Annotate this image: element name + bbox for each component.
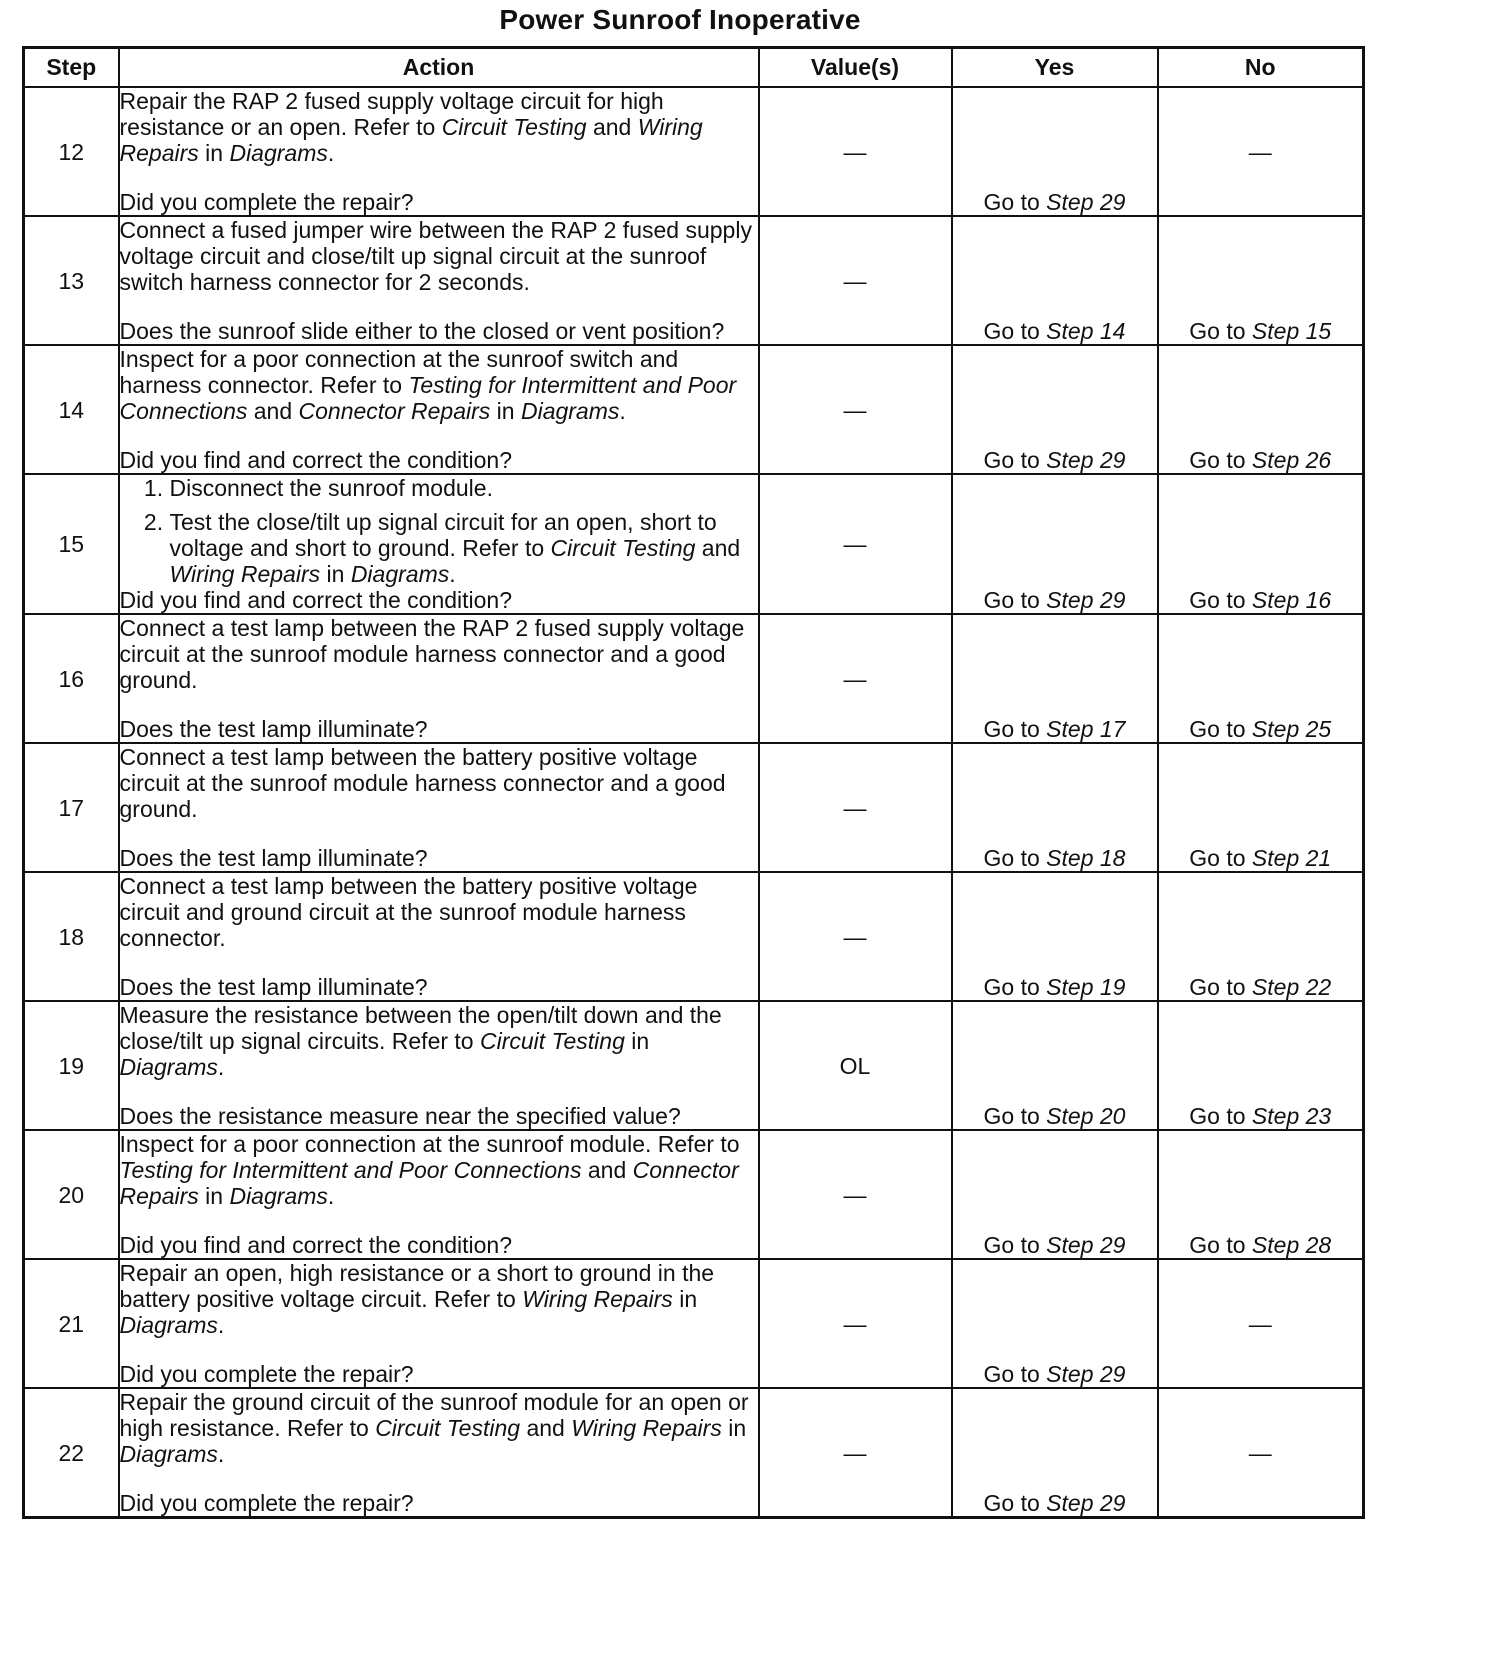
step-number: 18 bbox=[24, 872, 119, 1001]
header-step: Step bbox=[24, 48, 119, 88]
action-content bbox=[120, 615, 758, 742]
reference-text: Testing for Intermittent and Poor Connections bbox=[119, 1157, 582, 1183]
reference-text: Wiring Repairs bbox=[571, 1415, 722, 1441]
action-instructions: Repair the ground circuit of the sunroof module for an open or high resistance. Refer to Circuit Testing and Wiring Repairs in Diagrams. bbox=[119, 1389, 749, 1467]
diagnostic-table bbox=[22, 46, 1365, 1519]
step-reference: Step 25 bbox=[1251, 716, 1332, 742]
reference-text: Wiring Repairs bbox=[119, 114, 703, 166]
reference-text: Diagrams bbox=[119, 1312, 218, 1338]
value-cell: — bbox=[759, 216, 952, 345]
action-question: Did you find and correct the condition? bbox=[119, 1232, 513, 1258]
action-content bbox=[120, 217, 758, 344]
yes-cell: Go to Step 29 bbox=[952, 474, 1158, 614]
action-content bbox=[120, 475, 758, 613]
step-reference: Step 15 bbox=[1251, 318, 1332, 344]
step-reference: Step 29 bbox=[1046, 1490, 1126, 1516]
action-cell bbox=[119, 743, 759, 872]
action-question: Does the test lamp illuminate? bbox=[119, 974, 428, 1000]
step-number: 15 bbox=[24, 474, 119, 614]
step-reference: Step 28 bbox=[1251, 1232, 1332, 1258]
action-content bbox=[120, 744, 758, 871]
yes-cell: Go to Step 29 bbox=[952, 345, 1158, 474]
action-cell bbox=[119, 1130, 759, 1259]
step-reference: Step 26 bbox=[1251, 447, 1332, 473]
no-result-dash: — bbox=[1248, 1439, 1272, 1466]
value-cell: — bbox=[759, 614, 952, 743]
step-reference: Step 19 bbox=[1046, 974, 1126, 1000]
value-cell: — bbox=[759, 743, 952, 872]
table-row bbox=[24, 1001, 1364, 1130]
step-reference: Step 14 bbox=[1046, 318, 1126, 344]
action-question: Did you find and correct the condition? bbox=[119, 447, 513, 473]
action-instructions: Connect a fused jumper wire between the RAP 2 fused supply voltage circuit and close/tilt up signal circuit at the sunroof switch harness connector for 2 seconds. bbox=[119, 217, 752, 295]
step-number: 16 bbox=[24, 614, 119, 743]
reference-text: Circuit Testing bbox=[479, 1028, 625, 1054]
action-cell bbox=[119, 345, 759, 474]
table-row bbox=[24, 614, 1364, 743]
action-instructions: Inspect for a poor connection at the sunroof module. Refer to Testing for Intermittent and Poor Connections and Connector Repairs in Diagrams. bbox=[119, 1131, 740, 1209]
yes-cell: Go to Step 14 bbox=[952, 216, 1158, 345]
table-row bbox=[24, 872, 1364, 1001]
action-content bbox=[120, 1389, 758, 1516]
action-question: Did you complete the repair? bbox=[119, 1361, 414, 1387]
step-reference: Step 29 bbox=[1046, 1232, 1126, 1258]
action-cell bbox=[119, 474, 759, 614]
action-content bbox=[120, 873, 758, 1000]
value-cell: OL bbox=[759, 1001, 952, 1130]
reference-text: Diagrams bbox=[520, 398, 620, 424]
header-no: No bbox=[1158, 48, 1364, 88]
action-question: Did you complete the repair? bbox=[119, 189, 414, 215]
no-result-dash: — bbox=[1248, 138, 1272, 165]
value-cell: — bbox=[759, 1388, 952, 1518]
action-instructions: Repair the RAP 2 fused supply voltage circuit for high resistance or an open. Refer to Circuit Testing and Wiring Repairs in Diagrams. bbox=[119, 88, 703, 166]
no-result-dash: — bbox=[1248, 1310, 1272, 1337]
reference-text: Connector Repairs bbox=[119, 1157, 739, 1209]
value-cell: — bbox=[759, 1259, 952, 1388]
step-reference: Step 29 bbox=[1046, 1361, 1126, 1387]
header-values: Value(s) bbox=[759, 48, 952, 88]
instruction-item: 1. Disconnect the sunroof module. bbox=[170, 475, 758, 501]
step-reference: Step 17 bbox=[1046, 716, 1126, 742]
step-reference: Step 29 bbox=[1046, 587, 1126, 613]
step-number: 20 bbox=[24, 1130, 119, 1259]
reference-text: Connector Repairs bbox=[298, 398, 491, 424]
action-cell bbox=[119, 614, 759, 743]
page-title: Power Sunroof Inoperative bbox=[499, 4, 861, 35]
action-content bbox=[120, 1260, 758, 1387]
action-cell bbox=[119, 1259, 759, 1388]
table-row bbox=[24, 743, 1364, 872]
no-cell bbox=[1158, 1259, 1364, 1388]
table-row bbox=[24, 1259, 1364, 1388]
action-question: Does the resistance measure near the specified value? bbox=[119, 1103, 681, 1129]
value-cell: — bbox=[759, 872, 952, 1001]
step-reference: Step 23 bbox=[1251, 1103, 1332, 1129]
no-cell: Go to Step 16 bbox=[1158, 474, 1364, 614]
action-cell bbox=[119, 216, 759, 345]
no-cell bbox=[1158, 1388, 1364, 1518]
yes-cell: Go to Step 20 bbox=[952, 1001, 1158, 1130]
value-cell: — bbox=[759, 345, 952, 474]
step-number: 14 bbox=[24, 345, 119, 474]
value-cell: — bbox=[759, 1130, 952, 1259]
action-cell bbox=[119, 87, 759, 216]
action-cell bbox=[119, 1388, 759, 1518]
no-cell bbox=[1158, 87, 1364, 216]
table-row bbox=[24, 87, 1364, 216]
action-content bbox=[120, 1002, 758, 1129]
no-cell: Go to Step 15 bbox=[1158, 216, 1364, 345]
yes-cell: Go to Step 29 bbox=[952, 1130, 1158, 1259]
no-cell: Go to Step 25 bbox=[1158, 614, 1364, 743]
yes-cell: Go to Step 29 bbox=[952, 1259, 1158, 1388]
step-number: 22 bbox=[24, 1388, 119, 1518]
action-question: Did you find and correct the condition? bbox=[119, 587, 513, 613]
action-instructions: Connect a test lamp between the battery positive voltage circuit and ground circuit at the sunroof module harness connector. bbox=[119, 873, 698, 951]
table-row bbox=[24, 1388, 1364, 1518]
reference-text: Testing for Intermittent and Poor Connections bbox=[119, 372, 737, 424]
action-cell bbox=[119, 872, 759, 1001]
step-number: 17 bbox=[24, 743, 119, 872]
step-reference: Step 22 bbox=[1251, 974, 1332, 1000]
no-cell: Go to Step 22 bbox=[1158, 872, 1364, 1001]
reference-text: Diagrams bbox=[119, 1441, 218, 1467]
step-reference: Step 18 bbox=[1046, 845, 1126, 871]
action-content bbox=[120, 346, 758, 473]
action-instructions: Connect a test lamp between the RAP 2 fused supply voltage circuit at the sunroof module harness connector and a good ground. bbox=[119, 615, 745, 693]
yes-cell: Go to Step 19 bbox=[952, 872, 1158, 1001]
value-cell: — bbox=[759, 87, 952, 216]
reference-text: Diagrams bbox=[119, 1054, 218, 1080]
action-instructions: Repair an open, high resistance or a short to ground in the battery positive voltage circuit. Refer to Wiring Repairs in Diagrams. bbox=[119, 1260, 715, 1338]
table-row bbox=[24, 1130, 1364, 1259]
yes-cell: Go to Step 29 bbox=[952, 87, 1158, 216]
table-header-row bbox=[24, 48, 1364, 88]
header-action: Action bbox=[119, 48, 759, 88]
no-cell: Go to Step 28 bbox=[1158, 1130, 1364, 1259]
action-instructions: Connect a test lamp between the battery positive voltage circuit at the sunroof module harness connector and a good ground. bbox=[119, 744, 726, 822]
step-number: 19 bbox=[24, 1001, 119, 1130]
action-content bbox=[120, 88, 758, 215]
yes-cell: Go to Step 29 bbox=[952, 1388, 1158, 1518]
reference-text: Diagrams bbox=[229, 140, 328, 166]
reference-text: Diagrams bbox=[350, 561, 450, 587]
action-instructions bbox=[120, 475, 758, 587]
step-reference: Step 16 bbox=[1251, 587, 1332, 613]
action-question: Did you complete the repair? bbox=[119, 1490, 414, 1516]
action-question: Does the test lamp illuminate? bbox=[119, 845, 428, 871]
value-cell: — bbox=[759, 474, 952, 614]
action-instructions: Measure the resistance between the open/tilt down and the close/tilt up signal circuits. Refer to Circuit Testing in Diagrams. bbox=[119, 1002, 722, 1080]
action-content bbox=[120, 1131, 758, 1258]
step-number: 21 bbox=[24, 1259, 119, 1388]
step-number: 13 bbox=[24, 216, 119, 345]
yes-cell: Go to Step 17 bbox=[952, 614, 1158, 743]
action-question: Does the test lamp illuminate? bbox=[119, 716, 428, 742]
step-reference: Step 21 bbox=[1251, 845, 1332, 871]
instruction-item: 2. Test the close/tilt up signal circuit for an open, short to voltage and short to ground. Refer to Circuit Testing and Wiring Repairs in Diagrams. bbox=[170, 509, 758, 587]
no-cell: Go to Step 21 bbox=[1158, 743, 1364, 872]
reference-text: Wiring Repairs bbox=[522, 1286, 673, 1312]
step-reference: Step 29 bbox=[1046, 447, 1126, 473]
step-reference: Step 29 bbox=[1046, 189, 1126, 215]
yes-cell: Go to Step 18 bbox=[952, 743, 1158, 872]
reference-text: Circuit Testing bbox=[375, 1415, 521, 1441]
reference-text: Circuit Testing bbox=[550, 535, 696, 561]
table-row bbox=[24, 216, 1364, 345]
header-yes: Yes bbox=[952, 48, 1158, 88]
action-instructions: Inspect for a poor connection at the sunroof switch and harness connector. Refer to Testing for Intermittent and Poor Connections and Connector Repairs in Diagrams. bbox=[119, 346, 737, 424]
reference-text: Wiring Repairs bbox=[169, 561, 321, 587]
instruction-list bbox=[120, 475, 758, 587]
action-cell bbox=[119, 1001, 759, 1130]
reference-text: Diagrams bbox=[229, 1183, 328, 1209]
no-cell: Go to Step 26 bbox=[1158, 345, 1364, 474]
table-body bbox=[24, 87, 1364, 1518]
action-question: Does the sunroof slide either to the closed or vent position? bbox=[119, 318, 725, 344]
table-row bbox=[24, 474, 1364, 614]
step-reference: Step 20 bbox=[1046, 1103, 1126, 1129]
no-cell: Go to Step 23 bbox=[1158, 1001, 1364, 1130]
reference-text: Circuit Testing bbox=[441, 114, 587, 140]
table-row bbox=[24, 345, 1364, 474]
step-number: 12 bbox=[24, 87, 119, 216]
